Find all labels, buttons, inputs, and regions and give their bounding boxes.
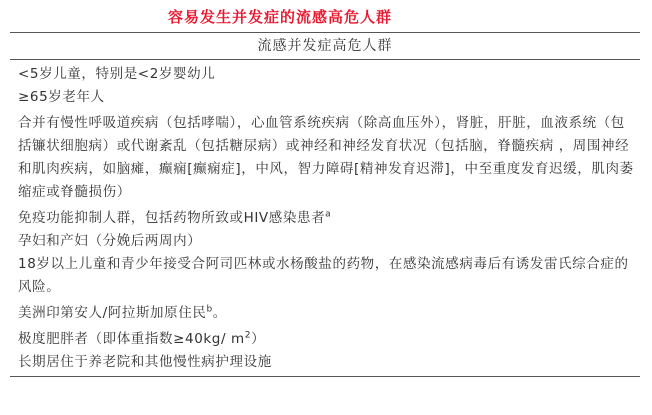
row-text: 美洲印第安人/阿拉斯加原住民 <box>18 305 207 321</box>
table-row-aspirin <box>10 253 640 299</box>
table-row-obesity <box>10 328 640 351</box>
table-row-nursing-home <box>10 351 640 376</box>
high-risk-table <box>10 32 640 377</box>
row-text: ≥65岁老年人 <box>18 89 105 105</box>
row-text: 18岁以上儿童和青少年接受合阿司匹林或水杨酸盐的药物，在感染流感病毒后有诱发雷氏综合症的风险。 <box>18 256 629 295</box>
table-row-pregnant <box>10 230 640 253</box>
table-header: 流感并发症高危人群 <box>10 33 640 60</box>
row-text: 合并有慢性呼吸道疾病（包括哮喘），心血管系统疾病（除高血压外），肾脏，肝脏，血液系统（包括镰状细胞病）或代谢紊乱（包括糖尿病）或神经和神经发育状况（包括脑，脊髓疾病 ，周围神经和肌肉疾病，如脑瘫，癫痫[癫痫症]，中风，智力障碍[精神发育迟滞]，中至重度发育迟缓，肌肉萎缩症或脊髓损伤） <box>18 115 634 200</box>
superscript: 2 <box>244 330 252 341</box>
row-text-tail: 。 <box>212 305 227 321</box>
row-text: 孕妇和产妇（分娩后两周内） <box>18 233 202 249</box>
row-text: <5岁儿童，特别是<2岁婴幼儿 <box>18 66 216 82</box>
row-text-tail: ） <box>251 331 266 347</box>
row-text: 极度肥胖者（即体重指数≥40kg/ m <box>18 331 245 347</box>
table-row-elderly <box>10 86 640 109</box>
table-row-native-american <box>10 302 640 325</box>
row-text: 长期居住于养老院和其他慢性病护理设施 <box>18 354 272 370</box>
footnote-marker: a <box>325 209 332 220</box>
table-row-children <box>10 63 640 86</box>
table-row-immunosuppressed <box>10 207 640 230</box>
row-text: 免疫功能抑制人群，包括药物所致或HIV感染患者 <box>18 210 326 226</box>
page-title: 容易发生并发症的流感高危人群 <box>167 8 392 26</box>
footnote-marker: b <box>206 304 213 315</box>
table-row-chronic-disease <box>10 112 640 204</box>
